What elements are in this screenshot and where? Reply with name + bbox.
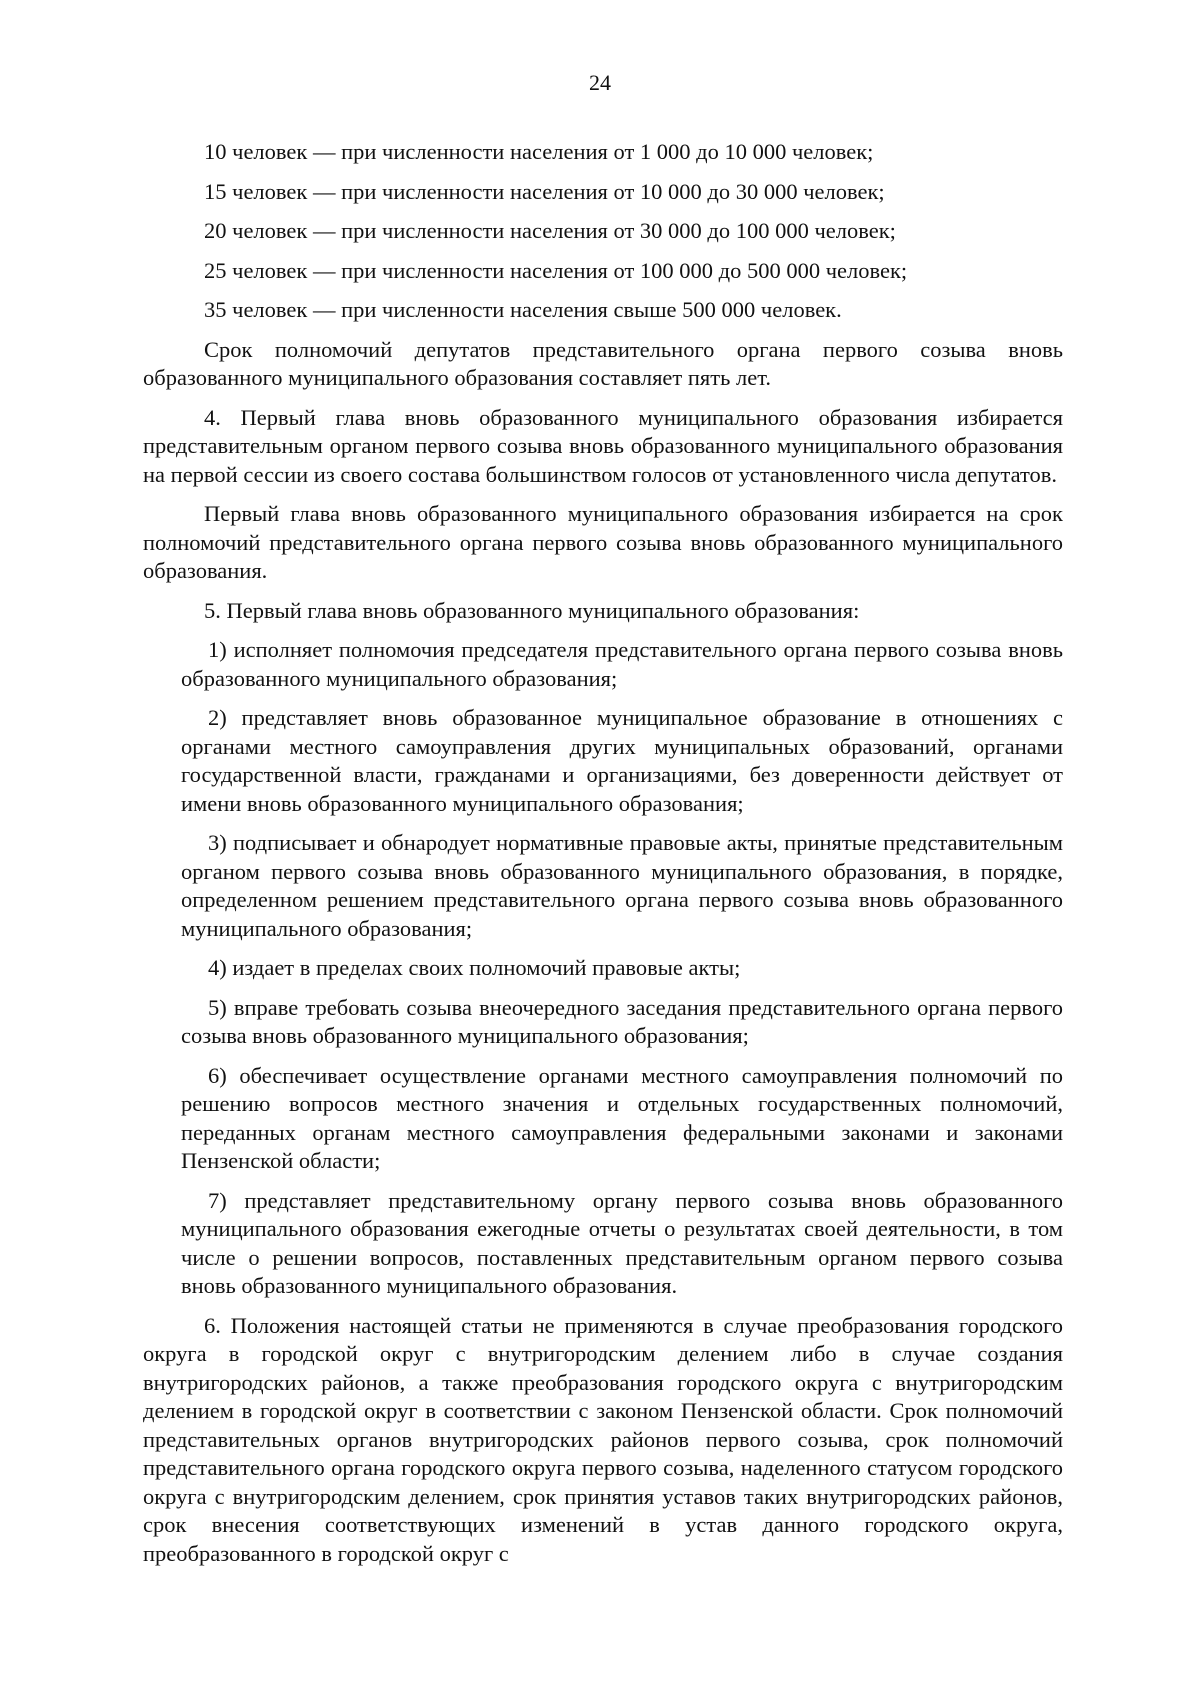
section-4-paragraph-2: Первый глава вновь образованного муниципального образования избирается на срок полномочий представительного органа первого созыва вновь образованного муниципального образования. xyxy=(143,501,1063,583)
population-line-5: 35 человек — при численности населения свыше 500 000 человек. xyxy=(204,297,842,322)
page-number: 24 xyxy=(589,70,611,95)
section-5-item-5: 5) вправе требовать созыва внеочередного заседания представительного органа первого созыва вновь образованного муниципального образования; xyxy=(181,994,1063,1048)
section-4-paragraph-1: 4. Первый глава вновь образованного муниципального образования избирается представительным органом первого созыва вновь образованного муниципального образования на первой сессии из своего состава большинством голосов от установленного числа депутатов. xyxy=(143,404,1063,487)
population-line-4: 25 человек — при численности населения от 100 000 до 500 000 человек; xyxy=(204,257,908,283)
section-6-paragraph: 6. Положения настоящей статьи не применяются в случае преобразования городского округа в городской округ с внутригородским делением либо в случае создания внутригородских районов, а также преобразования городского округа с внутригородским делением в городской округ в соответствии с законом Пензенской области. Срок полномочий представительных органов внутригородских районов первого созыва, срок полномочий представительного органа городского округа первого созыва, наделенного статусом городского округа с внутригородским делением, срок принятия уставов таких внутригородских районов, срок внесения соответствующих изменений в устав данного городского округа, преобразованного в городской округ с xyxy=(143,1312,1063,1566)
section-5-item-1: 1) исполняет полномочия председателя представительного органа первого созыва вновь образованного муниципального образования; xyxy=(181,637,1063,691)
section-5-heading: 5. Первый глава вновь образованного муниципального образования: xyxy=(204,597,860,623)
section-5-item-4: 4) издает в пределах своих полномочий правовые акты; xyxy=(208,955,741,980)
section-5-item-7: 7) представляет представительному органу первого созыва вновь образованного муниципального образования ежегодные отчеты о результатах своей деятельности, в том числе о решении вопросов, поставленных представительным органом первого созыва вновь образованного муниципального образования. xyxy=(181,1187,1063,1298)
population-line-2: 15 человек — при численности населения от 10 000 до 30 000 человек; xyxy=(204,178,885,204)
term-paragraph: Срок полномочий депутатов представительного органа первого созыва вновь образованного муниципального образования составляет пять лет. xyxy=(143,336,1063,390)
document-body xyxy=(143,138,1063,1579)
section-5-item-3: 3) подписывает и обнародует нормативные правовые акты, принятые представительным органом первого созыва вновь образованного муниципального образования, в порядке, определенном решением представительного органа первого созыва вновь образованного муниципального образования; xyxy=(181,830,1063,941)
section-5-item-6: 6) обеспечивает осуществление органами местного самоуправления полномочий по решению вопросов местного значения и отдельных государственных полномочий, переданных органам местного самоуправления федеральными законами и законами Пензенской области; xyxy=(181,1062,1063,1173)
population-line-3: 20 человек — при численности населения от 30 000 до 100 000 человек; xyxy=(204,218,896,243)
population-line-1: 10 человек — при численности населения от 1 000 до 10 000 человек; xyxy=(204,139,874,164)
section-5-item-2: 2) представляет вновь образованное муниципальное образование в отношениях с органами местного самоуправления других муниципальных образований, органами государственной власти, гражданами и организациями, без доверенности действует от имени вновь образованного муниципального образования; xyxy=(181,705,1063,816)
